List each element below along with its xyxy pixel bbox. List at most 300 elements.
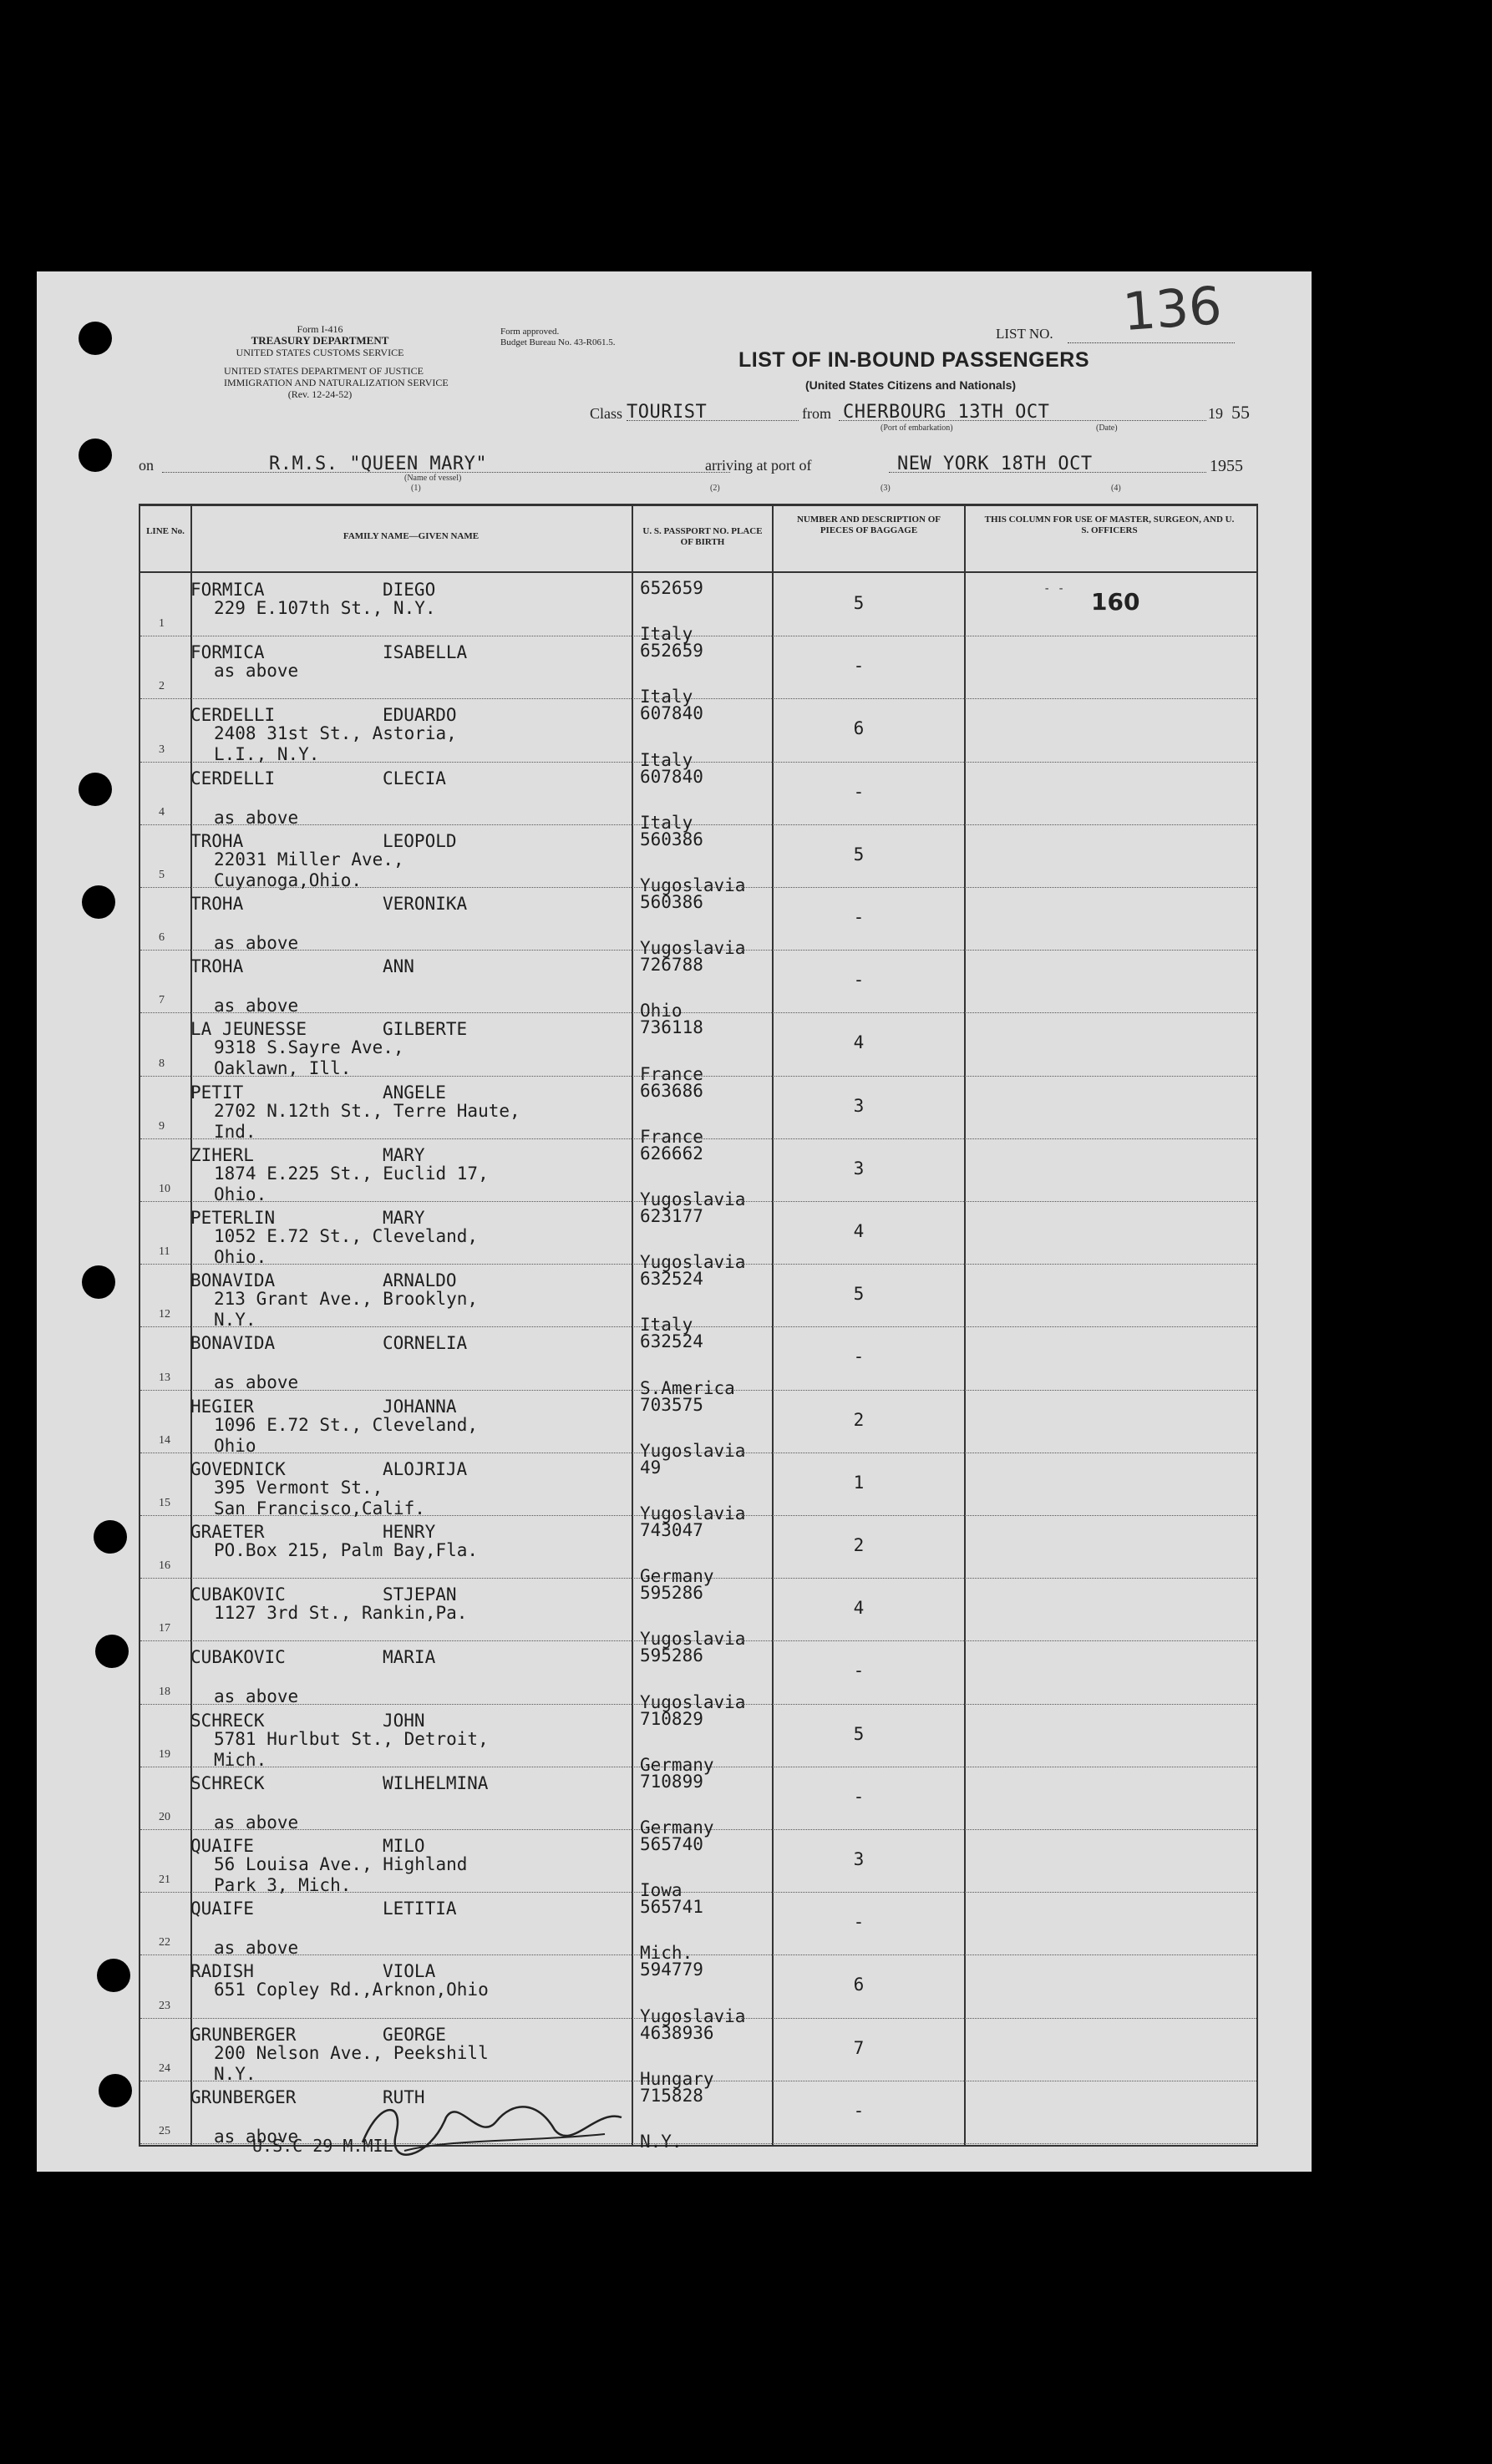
family-name: GRUNBERGER bbox=[190, 2024, 297, 2045]
from-value: CHERBOURG 13TH OCT bbox=[843, 402, 1050, 423]
justice-department: UNITED STATES DEPARTMENT OF JUSTICE bbox=[224, 365, 424, 377]
officer-mark: - - bbox=[1043, 582, 1065, 596]
address-line-2 bbox=[214, 619, 436, 620]
address bbox=[214, 1415, 478, 1457]
address-line-1: PO.Box 215, Palm Bay,Fla. bbox=[214, 1540, 479, 1560]
given-name: GILBERTE bbox=[383, 1019, 468, 1040]
address-line-2 bbox=[214, 1624, 467, 1625]
address bbox=[214, 1540, 478, 1562]
form-approval bbox=[500, 327, 615, 348]
page-subtitle: (United States Citizens and Nationals) bbox=[805, 378, 1017, 392]
table-row bbox=[140, 2018, 1256, 2089]
address bbox=[214, 1351, 298, 1393]
given-name: HENRY bbox=[383, 1522, 436, 1542]
line-number: 23 bbox=[159, 1999, 170, 2012]
baggage-count: - bbox=[853, 781, 865, 802]
table-row bbox=[140, 1390, 1256, 1461]
given-name: MARY bbox=[383, 1144, 425, 1165]
address-line-1: 651 Copley Rd.,Arknon,Ohio bbox=[214, 1980, 489, 2000]
address-line-2: as above bbox=[214, 1938, 299, 1959]
address-line-2: Ohio bbox=[214, 1435, 256, 1456]
passport-number: 710899 bbox=[640, 1771, 703, 1792]
form-number: Form I-416 bbox=[297, 323, 343, 335]
place-of-birth: Yugoslavia bbox=[640, 1252, 746, 1273]
line-number: 24 bbox=[159, 2061, 170, 2075]
line-number: 21 bbox=[159, 1873, 170, 1887]
baggage-count: - bbox=[853, 1912, 865, 1933]
baggage-count: - bbox=[853, 907, 865, 927]
line-number: 10 bbox=[159, 1182, 170, 1195]
address-line-2: Oaklawn, Ill. bbox=[214, 1058, 352, 1079]
list-no-label: LIST NO. bbox=[996, 326, 1053, 342]
address bbox=[214, 1101, 520, 1143]
vessel-caption: (Name of vessel) bbox=[404, 474, 462, 483]
place-of-birth: Hungary bbox=[640, 2068, 714, 2089]
address bbox=[214, 787, 298, 829]
address-line-2: as above bbox=[214, 1372, 299, 1393]
baggage-count: 5 bbox=[853, 593, 865, 613]
baggage-count: 5 bbox=[853, 844, 865, 864]
class-line bbox=[627, 420, 799, 421]
address-line-2: as above bbox=[214, 807, 299, 828]
address-line-1 bbox=[214, 1792, 298, 1813]
place-of-birth: Italy bbox=[640, 812, 693, 833]
punch-hole bbox=[82, 1265, 115, 1299]
line-number: 20 bbox=[159, 1810, 170, 1823]
place-of-birth: Yugoslavia bbox=[640, 1503, 746, 1524]
address-line-1 bbox=[214, 1917, 298, 1938]
table-row bbox=[140, 1453, 1256, 1524]
line-number: 2 bbox=[159, 680, 165, 693]
ins-service: IMMIGRATION AND NATURALIZATION SERVICE bbox=[224, 377, 449, 388]
given-name: ANN bbox=[383, 956, 414, 977]
address-line-1 bbox=[214, 912, 298, 933]
passport-number: 736118 bbox=[640, 1017, 703, 1038]
address bbox=[214, 1289, 478, 1331]
address bbox=[214, 1854, 467, 1896]
passport-number: 632524 bbox=[640, 1269, 703, 1290]
passport-number: 4638936 bbox=[640, 2022, 714, 2043]
passport-number: 49 bbox=[640, 1457, 662, 1478]
given-name: ANGELE bbox=[383, 1082, 446, 1103]
given-name: ISABELLA bbox=[383, 642, 468, 663]
punch-hole bbox=[79, 439, 112, 472]
punch-hole bbox=[99, 2074, 132, 2107]
family-name: FORMICA bbox=[190, 642, 265, 663]
given-name: CLECIA bbox=[383, 768, 446, 788]
col-header-officers: THIS COLUMN FOR USE OF MASTER, SURGEON, AND U. S. OFFICERS bbox=[984, 515, 1235, 535]
table-row bbox=[140, 1076, 1256, 1147]
footer-note: U.S.C 29 M.MIL bbox=[252, 2136, 393, 2156]
given-name: RUTH bbox=[383, 2086, 425, 2107]
line-number: 16 bbox=[159, 1559, 170, 1573]
place-of-birth: Yugoslavia bbox=[640, 938, 746, 959]
passport-number: 560386 bbox=[640, 829, 703, 849]
baggage-count: 4 bbox=[853, 1598, 865, 1619]
address bbox=[214, 661, 298, 682]
address bbox=[214, 1980, 489, 2001]
punch-hole bbox=[79, 322, 112, 355]
arrival-value: NEW YORK 18TH OCT bbox=[897, 454, 1093, 474]
address-line-1: as above bbox=[214, 661, 299, 682]
caption-4: (4) bbox=[1111, 484, 1121, 493]
passport-number: 726788 bbox=[640, 955, 703, 976]
punch-hole bbox=[79, 773, 112, 806]
line-number: 1 bbox=[159, 617, 165, 631]
passport-number: 632524 bbox=[640, 1331, 703, 1352]
family-name: PETERLIN bbox=[190, 1208, 276, 1228]
address-line-1: 1874 E.225 St., Euclid 17, bbox=[214, 1163, 489, 1184]
line-number: 3 bbox=[159, 743, 165, 756]
place-of-birth: France bbox=[640, 1126, 703, 1147]
line-number: 19 bbox=[159, 1747, 170, 1761]
address-line-1 bbox=[214, 787, 298, 808]
place-of-birth: Yugoslavia bbox=[640, 1629, 746, 1650]
address bbox=[214, 598, 436, 620]
address-line-1: 22031 Miller Ave., bbox=[214, 849, 404, 869]
given-name: ALOJRIJA bbox=[383, 1458, 468, 1479]
passport-number: 560386 bbox=[640, 892, 703, 912]
given-name: VIOLA bbox=[383, 1961, 436, 1982]
stamped-number: 136 bbox=[1120, 274, 1224, 343]
baggage-count: - bbox=[853, 656, 865, 677]
line-number: 15 bbox=[159, 1496, 170, 1509]
baggage-count: 5 bbox=[853, 1723, 865, 1744]
on-label: on bbox=[139, 457, 154, 474]
given-name: LEOPOLD bbox=[383, 830, 457, 851]
family-name: FORMICA bbox=[190, 580, 265, 600]
baggage-count: - bbox=[853, 2100, 865, 2121]
caption-3: (3) bbox=[880, 484, 891, 493]
arriving-label: arriving at port of bbox=[705, 457, 812, 474]
address bbox=[214, 2043, 489, 2085]
baggage-count: 3 bbox=[853, 1095, 865, 1116]
page-title: LIST OF IN-BOUND PASSENGERS bbox=[738, 348, 1090, 372]
baggage-count: 5 bbox=[853, 1284, 865, 1305]
address-line-1 bbox=[214, 1665, 298, 1686]
punch-hole bbox=[97, 1959, 130, 1992]
address-line-1: 1127 3rd St., Rankin,Pa. bbox=[214, 1603, 468, 1624]
address-line-1: 1052 E.72 St., Cleveland, bbox=[214, 1226, 479, 1246]
table-row bbox=[140, 1767, 1256, 1838]
baggage-count: - bbox=[853, 970, 865, 991]
place-of-birth: Mich. bbox=[640, 1943, 693, 1964]
address-line-1: 395 Vermont St., bbox=[214, 1477, 383, 1498]
place-of-birth: Germany bbox=[640, 1566, 714, 1587]
address-line-1: 229 E.107th St., N.Y. bbox=[214, 598, 436, 618]
line-number: 18 bbox=[159, 1685, 170, 1698]
baggage-count: 3 bbox=[853, 1849, 865, 1869]
place-of-birth: Yugoslavia bbox=[640, 1440, 746, 1461]
table-row bbox=[140, 1892, 1256, 1964]
given-name: DIEGO bbox=[383, 580, 436, 600]
table-row bbox=[140, 1640, 1256, 1712]
passport-number: 715828 bbox=[640, 2085, 703, 2106]
address bbox=[214, 1792, 298, 1833]
family-name: SCHRECK bbox=[190, 1710, 265, 1731]
address-line-2: Park 3, Mich. bbox=[214, 1875, 352, 1895]
family-name: QUAIFE bbox=[190, 1899, 254, 1919]
address-line-2: as above bbox=[214, 933, 299, 953]
class-label: Class bbox=[590, 405, 623, 422]
year-suffix: 55 bbox=[1231, 402, 1250, 423]
address-line-2: N.Y. bbox=[214, 2063, 256, 2084]
baggage-count: 1 bbox=[853, 1472, 865, 1493]
given-name: JOHANNA bbox=[383, 1396, 457, 1417]
address-line-2: as above bbox=[214, 1812, 299, 1833]
col-header-name: FAMILY NAME—GIVEN NAME bbox=[343, 531, 480, 541]
line-number: 12 bbox=[159, 1308, 170, 1321]
table-row bbox=[140, 887, 1256, 959]
arrival-line bbox=[889, 472, 1206, 473]
baggage-count: 2 bbox=[853, 1535, 865, 1555]
family-name: CERDELLI bbox=[190, 768, 276, 788]
table-row bbox=[140, 1012, 1256, 1084]
line-number: 9 bbox=[159, 1119, 165, 1133]
family-name: TROHA bbox=[190, 830, 244, 851]
table-row bbox=[140, 573, 1256, 645]
passport-number: 626662 bbox=[640, 1143, 703, 1164]
address-line-1: 5781 Hurlbut St., Detroit, bbox=[214, 1728, 489, 1749]
address-line-2 bbox=[214, 1561, 478, 1562]
table-row bbox=[140, 1326, 1256, 1398]
address-line-2: Mich. bbox=[214, 1749, 267, 1770]
passport-number: 743047 bbox=[640, 1520, 703, 1540]
address-line-2: Ohio. bbox=[214, 1247, 267, 1267]
address-line-2: San Francisco,Calif. bbox=[214, 1498, 425, 1518]
address-line-2: Cuyanoga,Ohio. bbox=[214, 869, 363, 890]
address-line-1 bbox=[214, 975, 298, 996]
address bbox=[214, 1917, 298, 1959]
table-row bbox=[140, 698, 1256, 770]
line-number: 25 bbox=[159, 2124, 170, 2137]
table-row bbox=[140, 1578, 1256, 1650]
address-line-2: Ind. bbox=[214, 1121, 256, 1142]
place-of-birth: Yugoslavia bbox=[640, 1691, 746, 1712]
address-line-1: 56 Louisa Ave., Highland bbox=[214, 1854, 468, 1874]
family-name: CUBAKOVIC bbox=[190, 1584, 286, 1605]
passport-number: 652659 bbox=[640, 578, 703, 598]
list-no-line bbox=[1068, 342, 1235, 343]
family-name: LA JEUNESSE bbox=[190, 1019, 307, 1040]
family-name: GOVEDNICK bbox=[190, 1458, 286, 1479]
col-header-line-no: LINE No. bbox=[146, 526, 185, 536]
form-identification bbox=[224, 323, 449, 400]
address-line-1 bbox=[214, 2106, 298, 2127]
place-of-birth: Italy bbox=[640, 687, 693, 707]
passport-number: 565741 bbox=[640, 1897, 703, 1918]
baggage-count: - bbox=[853, 1346, 865, 1367]
table-row bbox=[140, 1954, 1256, 2026]
family-name: TROHA bbox=[190, 894, 244, 914]
address bbox=[214, 1478, 425, 1519]
given-name: MILO bbox=[383, 1836, 425, 1856]
given-name: VERONIKA bbox=[383, 894, 468, 914]
table-row bbox=[140, 824, 1256, 895]
place-of-birth: Iowa bbox=[640, 1880, 683, 1901]
passport-number: 607840 bbox=[640, 703, 703, 724]
table-row bbox=[140, 950, 1256, 1022]
year-prefix: 19 bbox=[1208, 405, 1223, 422]
address-line-1: 2702 N.12th St., Terre Haute, bbox=[214, 1100, 520, 1121]
address-line-2: as above bbox=[214, 2126, 299, 2147]
address bbox=[214, 723, 457, 765]
arrival-year: 1955 bbox=[1210, 457, 1243, 475]
from-label: from bbox=[802, 405, 831, 422]
family-name: TROHA bbox=[190, 956, 244, 977]
passport-number: 623177 bbox=[640, 1206, 703, 1226]
address-line-2: as above bbox=[214, 1686, 299, 1707]
table-row bbox=[140, 1138, 1256, 1209]
family-name: GRAETER bbox=[190, 1522, 265, 1542]
table-row bbox=[140, 1829, 1256, 1901]
address bbox=[214, 1164, 489, 1205]
place-of-birth: S.America bbox=[640, 1377, 735, 1398]
passport-number: 652659 bbox=[640, 641, 703, 662]
baggage-count: 7 bbox=[853, 2037, 865, 2058]
place-of-birth: Germany bbox=[640, 1754, 714, 1775]
address-line-1: 200 Nelson Ave., Peekshill bbox=[214, 2042, 489, 2063]
officer-number: 160 bbox=[1091, 588, 1140, 616]
family-name: BONAVIDA bbox=[190, 1270, 276, 1291]
line-number: 14 bbox=[159, 1433, 170, 1447]
class-value: TOURIST bbox=[627, 402, 708, 423]
family-name: ZIHERL bbox=[190, 1144, 254, 1165]
address bbox=[214, 975, 298, 1017]
address bbox=[214, 1729, 489, 1771]
place-of-birth: Italy bbox=[640, 624, 693, 645]
given-name: WILHELMINA bbox=[383, 1772, 489, 1793]
line-number: 17 bbox=[159, 1622, 170, 1635]
approved-text: Form approved. bbox=[500, 327, 560, 337]
passport-number: 703575 bbox=[640, 1394, 703, 1415]
family-name: BONAVIDA bbox=[190, 1333, 276, 1354]
line-number: 6 bbox=[159, 931, 165, 945]
given-name: MARY bbox=[383, 1208, 425, 1228]
place-of-birth: N.Y. bbox=[640, 2131, 683, 2152]
table-row bbox=[140, 636, 1256, 707]
given-name: EDUARDO bbox=[383, 705, 457, 726]
family-name: QUAIFE bbox=[190, 1836, 254, 1856]
table-row bbox=[140, 1704, 1256, 1775]
baggage-count: 4 bbox=[853, 1032, 865, 1053]
baggage-count: 4 bbox=[853, 1221, 865, 1241]
place-of-birth: Yugoslavia bbox=[640, 1189, 746, 1209]
line-number: 11 bbox=[159, 1245, 170, 1259]
family-name: SCHRECK bbox=[190, 1772, 265, 1793]
punch-hole bbox=[82, 885, 115, 919]
signature-icon bbox=[354, 2092, 638, 2167]
address bbox=[214, 912, 298, 954]
family-name: GRUNBERGER bbox=[190, 2086, 297, 2107]
line-number: 22 bbox=[159, 1936, 170, 1949]
family-name: CERDELLI bbox=[190, 705, 276, 726]
address-line-2: Ohio. bbox=[214, 1184, 267, 1204]
baggage-count: - bbox=[853, 1660, 865, 1681]
department-name: TREASURY DEPARTMENT bbox=[251, 334, 389, 347]
line-number: 7 bbox=[159, 994, 165, 1007]
address-line-2: L.I., N.Y. bbox=[214, 744, 320, 765]
baggage-count: 3 bbox=[853, 1158, 865, 1179]
given-name: MARIA bbox=[383, 1647, 436, 1668]
address-line-1: 1096 E.72 St., Cleveland, bbox=[214, 1414, 479, 1435]
passport-number: 710829 bbox=[640, 1708, 703, 1729]
line-number: 4 bbox=[159, 805, 165, 819]
date-caption: (Date) bbox=[1096, 423, 1118, 433]
address-line-2: N.Y. bbox=[214, 1310, 256, 1331]
address-line-2: as above bbox=[214, 996, 299, 1017]
baggage-count: - bbox=[853, 1786, 865, 1807]
port-embark-caption: (Port of embarkation) bbox=[880, 423, 953, 433]
passport-number: 663686 bbox=[640, 1080, 703, 1101]
place-of-birth: Yugoslavia bbox=[640, 2005, 746, 2026]
place-of-birth: Yugoslavia bbox=[640, 875, 746, 895]
from-line bbox=[839, 420, 1206, 421]
budget-bureau-no: Budget Bureau No. 43-R061.5. bbox=[500, 337, 616, 347]
address-line-1 bbox=[214, 1351, 298, 1372]
caption-1: (1) bbox=[411, 484, 421, 493]
given-name: GEORGE bbox=[383, 2024, 446, 2045]
address bbox=[214, 1037, 404, 1079]
family-name: PETIT bbox=[190, 1082, 244, 1103]
place-of-birth: Italy bbox=[640, 1315, 693, 1336]
address bbox=[214, 1226, 478, 1268]
manifest-sheet bbox=[37, 271, 1312, 2172]
line-number: 8 bbox=[159, 1057, 165, 1070]
punch-hole bbox=[95, 1635, 129, 1668]
customs-service: UNITED STATES CUSTOMS SERVICE bbox=[236, 347, 404, 358]
place-of-birth: Italy bbox=[640, 749, 693, 770]
address-line-1: 2408 31st St., Astoria, bbox=[214, 723, 457, 744]
passport-number: 594779 bbox=[640, 1960, 703, 1980]
place-of-birth: Germany bbox=[640, 1817, 714, 1838]
passenger-table bbox=[139, 504, 1258, 2152]
given-name: ARNALDO bbox=[383, 1270, 457, 1291]
given-name: CORNELIA bbox=[383, 1333, 468, 1354]
address bbox=[214, 1603, 467, 1625]
family-name: HEGIER bbox=[190, 1396, 254, 1417]
table-row bbox=[140, 1201, 1256, 1273]
baggage-count: 6 bbox=[853, 1975, 865, 1995]
table-row bbox=[140, 1264, 1256, 1336]
passport-number: 565740 bbox=[640, 1834, 703, 1854]
given-name: LETITIA bbox=[383, 1899, 457, 1919]
family-name: CUBAKOVIC bbox=[190, 1647, 286, 1668]
given-name: STJEPAN bbox=[383, 1584, 457, 1605]
address-line-1: 9318 S.Sayre Ave., bbox=[214, 1037, 404, 1058]
caption-2: (2) bbox=[710, 484, 720, 493]
family-name: RADISH bbox=[190, 1961, 254, 1982]
revision-date: (Rev. 12-24-52) bbox=[287, 388, 353, 400]
vessel-name: R.M.S. "QUEEN MARY" bbox=[269, 454, 488, 474]
line-number: 5 bbox=[159, 868, 165, 881]
table-row bbox=[140, 762, 1256, 833]
baggage-count: 2 bbox=[853, 1409, 865, 1430]
passport-number: 595286 bbox=[640, 1583, 703, 1604]
address bbox=[214, 849, 404, 891]
place-of-birth: France bbox=[640, 1063, 703, 1084]
address-line-2 bbox=[214, 2000, 489, 2001]
address-line-1: 213 Grant Ave., Brooklyn, bbox=[214, 1289, 479, 1310]
baggage-count: 6 bbox=[853, 718, 865, 739]
passport-number: 607840 bbox=[640, 766, 703, 787]
address bbox=[214, 1665, 298, 1707]
place-of-birth: Ohio bbox=[640, 1001, 683, 1022]
line-number: 13 bbox=[159, 1371, 170, 1384]
passport-number: 595286 bbox=[640, 1645, 703, 1666]
col-header-passport: U. S. PASSPORT NO. PLACE OF BIRTH bbox=[642, 526, 763, 547]
col-header-baggage: NUMBER AND DESCRIPTION OF PIECES OF BAGGAGE bbox=[796, 515, 941, 535]
